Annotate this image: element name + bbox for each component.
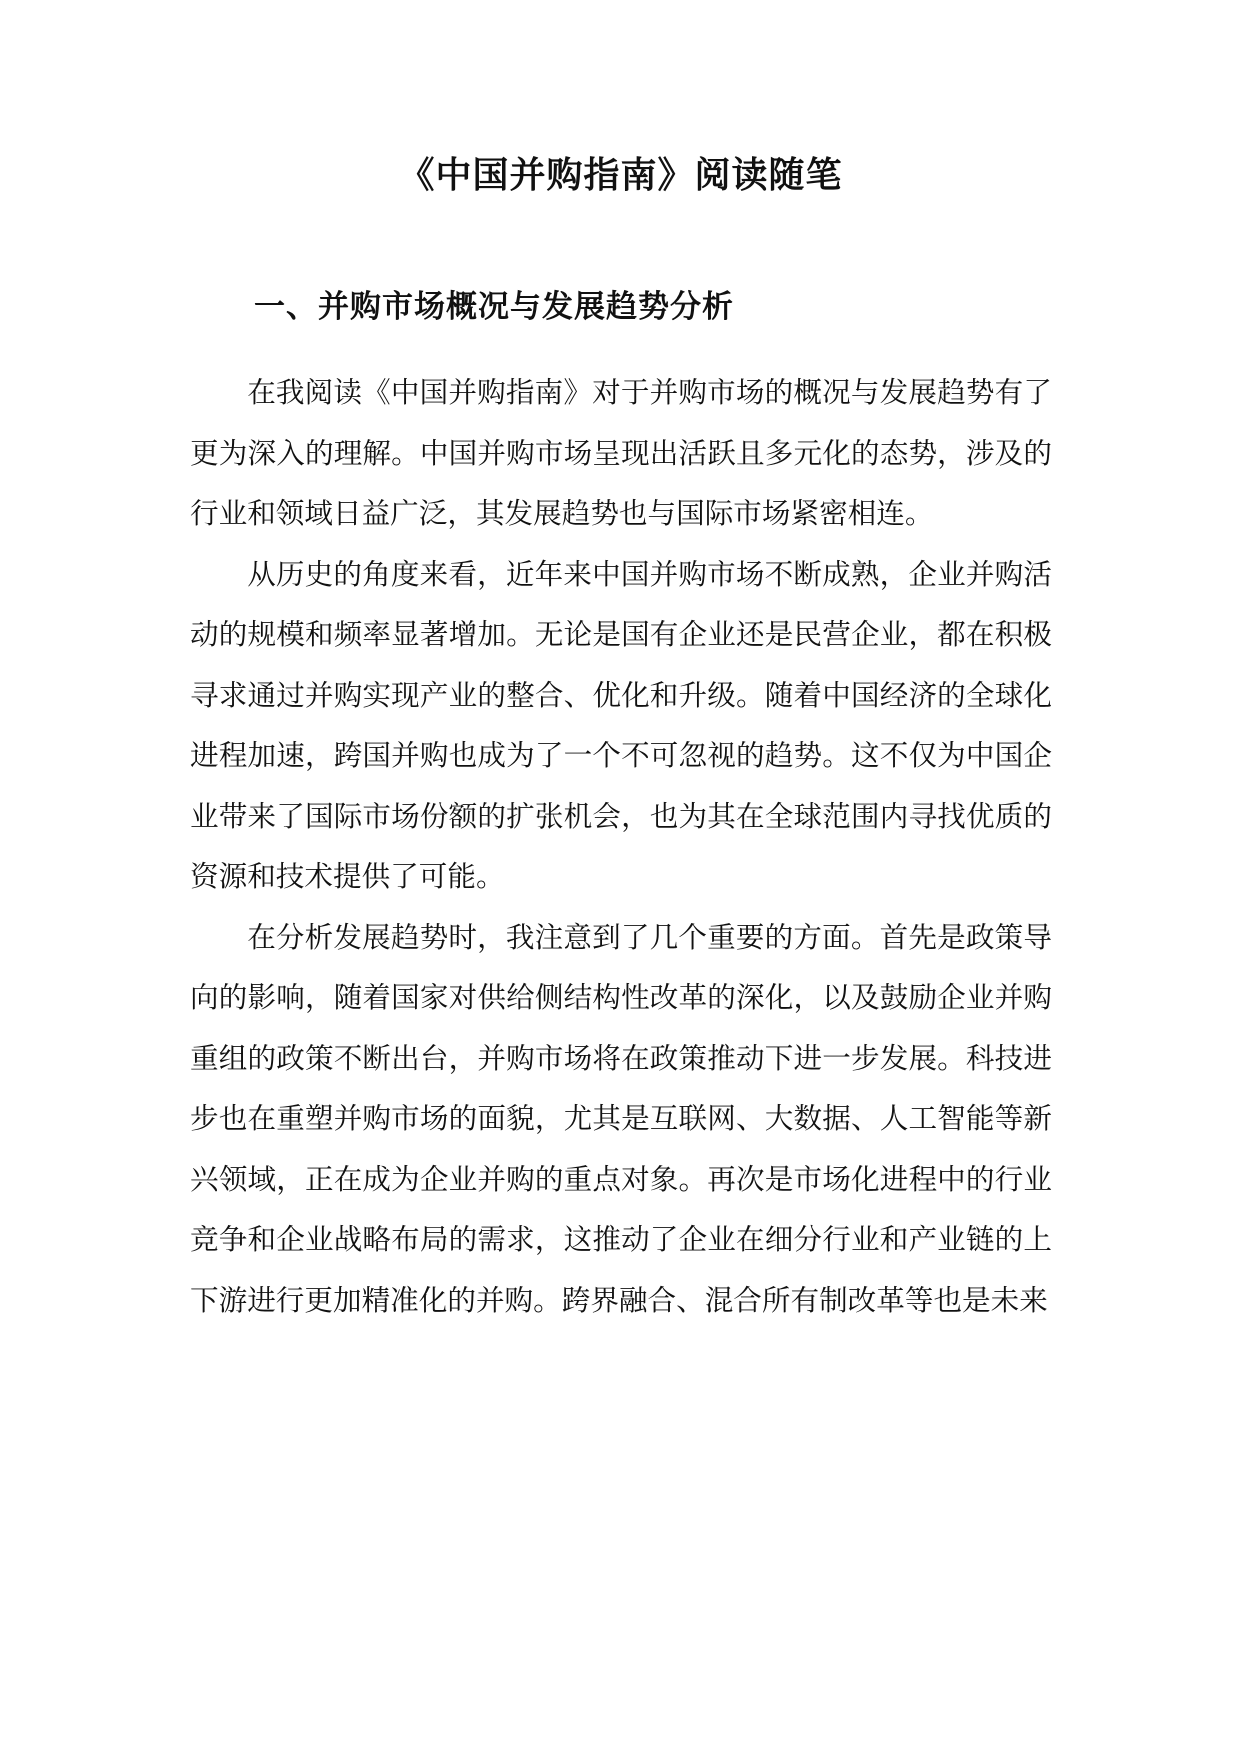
paragraph: 在分析发展趋势时，我注意到了几个重要的方面。首先是政策导向的影响，随着国家对供给侧结构性改革的深化，以及鼓励企业并购重组的政策不断出台，并购市场将在政策推动下进一步发展。科技进步也在重塑并购市场的面貌，尤其是互联网、大数据、人工智能等新兴领域，正在成为企业并购的重点对象。再次是市场化进程中的行业竞争和企业战略布局的需求，这推动了企业在细分行业和产业链的上下游进行更加精准化的并购。跨界融合、混合所有制改革等也是未来 [190, 919, 1052, 1317]
paragraph: 从历史的角度来看，近年来中国并购市场不断成熟，企业并购活动的规模和频率显著增加。无论是国有企业还是民营企业，都在积极寻求通过并购实现产业的整合、优化和升级。随着中国经济的全球化进程加速，跨国并购也成为了一个不可忽视的趋势。这不仅为中国企业带来了国际市场份额的扩张机会，也为其在全球范围内寻找优质的资源和技术提供了可能。 [190, 556, 1052, 893]
document-title: 《中国并购指南》阅读随笔 [398, 155, 843, 196]
document-body [190, 362, 1052, 1330]
paragraph: 在我阅读《中国并购指南》对于并购市场的概况与发展趋势有了更为深入的理解。中国并购市场呈现出活跃且多元化的态势，涉及的行业和领域日益广泛，其发展趋势也与国际市场紧密相连。 [190, 375, 1052, 530]
section-heading: 一、并购市场概况与发展趋势分析 [254, 289, 734, 325]
